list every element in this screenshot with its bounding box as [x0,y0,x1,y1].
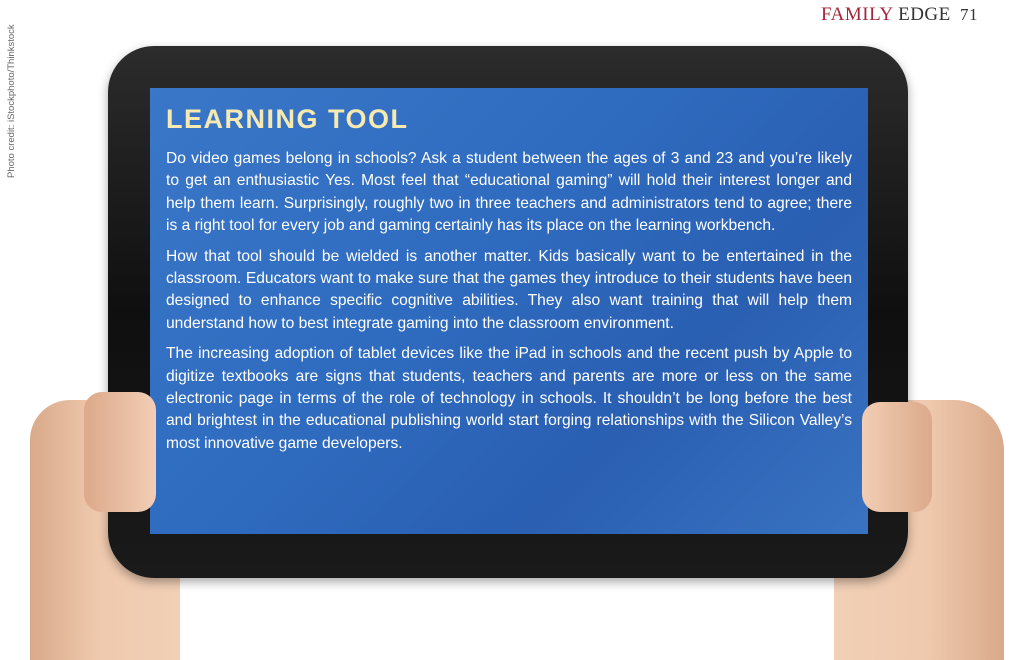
photo-credit: Photo credit: iStockphoto/Thinkstock [6,24,17,178]
article-title: LEARNING TOOL [166,104,409,134]
page-number: 71 [960,5,978,24]
magazine-name-edge: EDGE [898,4,951,25]
page-header [821,4,978,26]
tablet-screen [150,88,868,534]
magazine-name-family: FAMILY [821,4,893,25]
article-paragraph-1: Do video games belong in schools? Ask a student between the ages of 3 and 23 and you’re likely to get an enthusiastic Yes. Most feel that “educational gaming” will hold their interest longer and help them learn. Surprisingly, roughly two in three teachers and administrators tend to agree; there is a right tool for every job and gaming certainly has its place on the learning workbench. [166,150,852,235]
article-paragraph-3: The increasing adoption of tablet devices like the iPad in schools and the recent push by Apple to digitize textbooks are signs that students, teachers and parents are more or less on the same electronic page in terms of the role of technology in schools. It shouldn’t be long before the best and brightest in the educational publishing world start forging relationships with the Silicon Valley’s most innovative game developers. [166,345,852,452]
right-thumb-image [862,402,932,512]
left-thumb-image [84,392,156,512]
article-paragraph-2: How that tool should be wielded is another matter. Kids basically want to be entertained in the classroom. Educators want to make sure that the games they introduce to their students have been designed to enhance specific cognitive abilities. They also want training that will help them understand how to best integrate gaming into the classroom environment. [166,247,852,332]
